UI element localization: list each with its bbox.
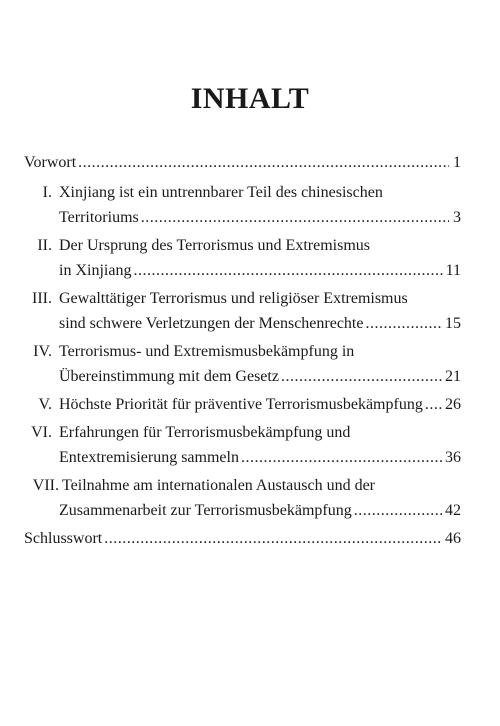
- dot-leader: [133, 258, 443, 283]
- toc-entry-title-line2: Territoriums: [59, 209, 139, 226]
- dot-leader: [354, 498, 443, 523]
- toc-entry-chapter-6[interactable]: [24, 420, 461, 470]
- dot-leader: [281, 364, 443, 389]
- toc-entry-title: Höchste Priorität für präventive Terrorismusbekämpfung: [59, 396, 423, 413]
- dot-leader: [78, 150, 449, 175]
- page-title: INHALT: [190, 82, 310, 115]
- toc-page-number: 36: [445, 449, 461, 466]
- chapter-number: VI.: [31, 424, 52, 441]
- toc-page-number: 11: [445, 262, 461, 279]
- toc-page-number: 46: [445, 530, 461, 547]
- toc-entry-title-line1: Teilnahme am internationalen Austausch und der: [62, 477, 376, 494]
- dot-leader: [241, 445, 443, 470]
- toc-entry-vorwort[interactable]: [24, 150, 461, 175]
- toc-page-number: 15: [445, 315, 461, 332]
- toc-entry-title-line1: Der Ursprung des Terrorismus und Extremismus: [59, 237, 370, 254]
- toc-entry-title-line1: Gewalttätiger Terrorismus und religiöser Extremismus: [59, 290, 408, 307]
- toc-entry-title-line2: in Xinjiang: [59, 262, 132, 279]
- toc-entry-schlusswort[interactable]: [24, 526, 461, 551]
- toc-page-number: 3: [453, 209, 461, 226]
- toc-entry-chapter-2[interactable]: [24, 233, 461, 283]
- toc-page-number: 42: [445, 502, 461, 519]
- toc-entry-chapter-4[interactable]: [24, 339, 461, 389]
- chapter-number: V.: [38, 396, 52, 413]
- toc-entry-chapter-1[interactable]: [24, 180, 461, 230]
- chapter-number: III.: [32, 290, 52, 307]
- toc-entry-chapter-7[interactable]: [24, 473, 461, 523]
- toc-entry-title-line2: Entextremisierung sammeln: [59, 449, 239, 466]
- dot-leader: [141, 205, 449, 230]
- toc-page-number: 1: [453, 154, 461, 171]
- table-of-contents: [24, 150, 461, 551]
- dot-leader: [104, 526, 443, 551]
- toc-page-number: 26: [445, 396, 461, 413]
- chapter-number: VII.: [32, 477, 59, 494]
- toc-entry-title-line1: Xinjiang ist ein untrennbarer Teil des chinesischen: [59, 184, 383, 201]
- dot-leader: [365, 311, 443, 336]
- toc-entry-title-line2: Übereinstimmung mit dem Gesetz: [59, 368, 279, 385]
- toc-entry-title-line1: Erfahrungen für Terrorismusbekämpfung und: [59, 424, 351, 441]
- toc-entry-title: Vorwort: [24, 154, 77, 171]
- toc-entry-chapter-3[interactable]: [24, 286, 461, 336]
- chapter-number: I.: [42, 184, 52, 201]
- dot-leader: [425, 392, 443, 417]
- toc-entry-title-line1: Terrorismus- und Extremismusbekämpfung in: [59, 343, 355, 360]
- toc-entry-title: Schlusswort: [24, 530, 103, 547]
- chapter-number: IV.: [33, 343, 52, 360]
- toc-page-number: 21: [445, 368, 461, 385]
- toc-entry-chapter-5[interactable]: [24, 392, 461, 417]
- chapter-number: II.: [37, 237, 52, 254]
- toc-entry-title-line2: Zusammenarbeit zur Terrorismusbekämpfung: [59, 502, 352, 519]
- toc-entry-title-line2: sind schwere Verletzungen der Menschenrechte: [59, 315, 364, 332]
